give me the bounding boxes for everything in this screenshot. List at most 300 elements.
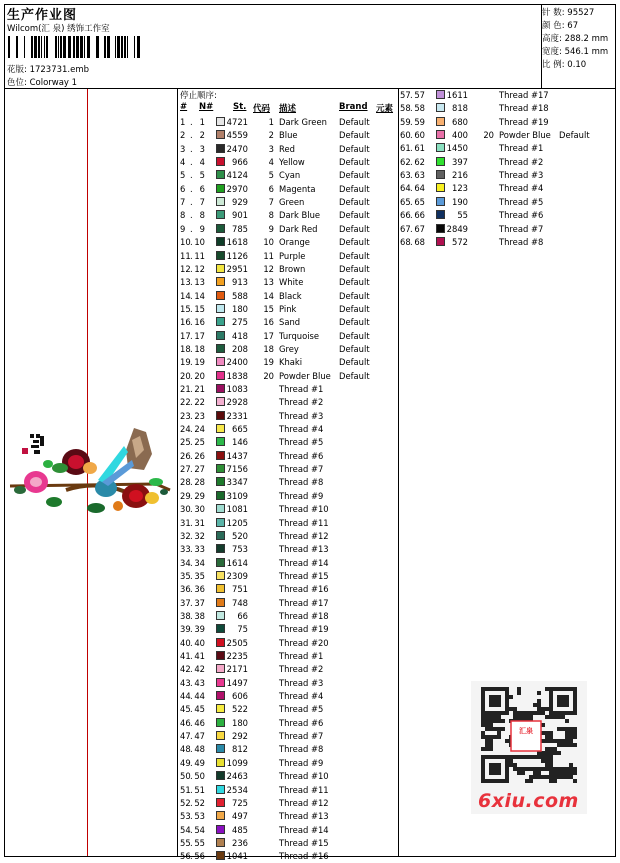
thread-row: 68 . 68 572 Thread #8 [400, 236, 544, 247]
row-description: Thread #14 [279, 824, 329, 835]
row-stitches: 748 [232, 597, 248, 608]
row-description: Turquoise [279, 330, 320, 341]
row-number: 4 [199, 157, 205, 168]
row-number: 58 [414, 103, 425, 114]
row-stitches: 180 [232, 717, 248, 728]
row-stitches: 208 [232, 343, 248, 354]
thread-row: 52 . 52 725 Thread #12 [180, 797, 329, 808]
row-code: 6 [268, 183, 274, 194]
row-index: 68 [400, 236, 411, 247]
row-stitches: 680 [452, 116, 468, 127]
row-description: Yellow [279, 157, 305, 168]
row-stitches: 1041 [226, 851, 248, 862]
row-index: 63 [400, 170, 411, 181]
thread-row: 33 . 33 753 Thread #13 [180, 544, 329, 555]
row-brand: Default [339, 343, 370, 354]
row-description: White [279, 277, 304, 288]
row-number: 16 [194, 317, 205, 328]
row-number: 51 [194, 784, 205, 795]
thread-row: 8 . 8 901 8 Dark Blue Default [180, 210, 370, 221]
row-stitches: 2928 [226, 397, 248, 408]
row-description: Thread #12 [279, 530, 329, 541]
thread-row: 14 . 14 588 14 Black Default [180, 290, 370, 301]
row-brand: Default [339, 223, 370, 234]
thread-row: 54 . 54 485 Thread #14 [180, 824, 329, 835]
row-stitches: 2849 [446, 223, 468, 234]
row-stitches: 725 [232, 797, 248, 808]
row-stitches: 2951 [226, 263, 248, 274]
row-description: Thread #6 [499, 210, 544, 221]
row-description: Thread #1 [279, 384, 324, 394]
row-index: 6 [180, 183, 186, 194]
thread-row: 53 . 53 497 Thread #13 [180, 811, 329, 822]
row-description: Thread #20 [279, 637, 329, 648]
thread-color-swatch [436, 130, 445, 139]
thread-color-swatch [216, 664, 225, 673]
thread-row: 12 . 12 2951 12 Brown Default [180, 263, 370, 274]
thread-row: 10 . 10 1618 10 Orange Default [180, 237, 370, 248]
row-number: 42 [194, 664, 205, 675]
row-description: Thread #14 [279, 557, 329, 568]
row-number: 48 [194, 744, 205, 755]
thread-color-swatch [216, 785, 225, 794]
thread-color-swatch [216, 130, 225, 139]
row-number: 33 [194, 544, 205, 555]
row-description: Thread #4 [279, 424, 324, 435]
row-description: Thread #11 [279, 517, 329, 528]
col-element: 元素 [376, 104, 394, 114]
row-stitches: 75 [237, 624, 248, 635]
thread-row: 20 . 20 1838 20 Powder Blue Default [180, 370, 370, 381]
row-brand: Default [339, 210, 370, 221]
row-code: 1 [268, 117, 274, 127]
thread-color-swatch [216, 397, 225, 406]
thread-row: 43 . 43 1497 Thread #3 [180, 677, 324, 688]
thread-row: 1 . 1 4721 1 Dark Green Default [180, 117, 370, 127]
row-number: 22 [194, 397, 205, 408]
thread-color-swatch [216, 531, 225, 540]
row-description: Green [279, 197, 305, 208]
thread-color-swatch [216, 731, 225, 740]
row-stitches: 2331 [226, 410, 248, 421]
row-index: 24 [180, 424, 191, 435]
column-divider [398, 88, 399, 857]
thread-row: 48 . 48 812 Thread #8 [180, 744, 324, 755]
row-brand: Default [339, 317, 370, 328]
thread-color-swatch [216, 411, 225, 420]
row-number: 7 [199, 197, 205, 208]
row-code: 19 [263, 357, 274, 368]
row-description: Thread #2 [499, 156, 544, 167]
row-stitches: 123 [452, 183, 468, 194]
thread-color-swatch [216, 624, 225, 633]
studio-name: Wilcom(汇 泉) 绣饰工作室 [7, 24, 110, 34]
row-code: 20 [263, 370, 274, 381]
thread-row: 49 . 49 1099 Thread #9 [180, 757, 324, 768]
row-number: 17 [194, 330, 205, 341]
thread-row: 39 . 39 75 Thread #19 [180, 624, 329, 635]
barcode-image [8, 36, 142, 58]
row-index: 54 [180, 824, 191, 835]
thread-color-swatch [216, 611, 225, 620]
row-number: 20 [194, 370, 205, 381]
row-description: Magenta [279, 183, 316, 194]
row-description: Pink [279, 303, 297, 314]
thread-row: 18 . 18 208 18 Grey Default [180, 343, 370, 354]
row-stitches: 665 [232, 424, 248, 435]
thread-row: 58 . 58 818 Thread #18 [400, 103, 549, 114]
row-stitches: 2505 [226, 637, 248, 648]
row-description: Thread #18 [499, 103, 549, 114]
row-number: 60 [414, 130, 425, 141]
thread-color-swatch [216, 224, 225, 233]
row-number: 8 [199, 210, 205, 221]
row-index: 19 [180, 357, 191, 368]
row-index: 33 [180, 544, 191, 555]
row-description: Purple [279, 250, 306, 261]
thread-color-swatch [216, 638, 225, 647]
row-description: Thread #4 [279, 691, 324, 702]
row-description: Thread #19 [499, 116, 549, 127]
row-index: 18 [180, 343, 191, 354]
thread-row: 36 . 36 751 Thread #16 [180, 584, 329, 595]
thread-color-swatch [436, 170, 445, 179]
row-description: Thread #9 [279, 757, 324, 768]
col-hash: # [180, 102, 188, 112]
thread-row: 46 . 46 180 Thread #6 [180, 717, 324, 728]
row-description: Thread #17 [499, 90, 549, 100]
thread-row: 67 . 67 2849 Thread #7 [400, 223, 544, 234]
thread-color-swatch [216, 384, 225, 393]
thread-color-swatch [216, 291, 225, 300]
row-code: 5 [268, 170, 274, 181]
row-index: 31 [180, 517, 191, 528]
row-index: 60 [400, 130, 411, 141]
row-brand: Default [339, 330, 370, 341]
thread-row: 22 . 22 2928 Thread #2 [180, 397, 324, 408]
thread-row: 11 . 11 1126 11 Purple Default [180, 250, 370, 261]
stop-sequence-title: 停止顺序: [180, 91, 217, 101]
embroidery-preview [6, 420, 174, 520]
row-number: 46 [194, 717, 205, 728]
row-index: 34 [180, 557, 191, 568]
row-description: Thread #11 [279, 784, 329, 795]
row-number: 21 [194, 384, 205, 394]
thread-color-swatch [436, 210, 445, 219]
row-brand: Default [339, 183, 370, 194]
row-stitches: 522 [232, 704, 248, 715]
row-description: Thread #5 [279, 437, 324, 448]
col-number: N# [199, 102, 214, 112]
thread-row: 21 . 21 1083 Thread #1 [180, 384, 324, 394]
row-number: 67 [414, 223, 425, 234]
row-description: Sand [279, 317, 301, 328]
row-brand: Default [339, 237, 370, 248]
row-stitches: 397 [452, 156, 468, 167]
row-number: 65 [414, 196, 425, 207]
thread-color-swatch [216, 344, 225, 353]
thread-color-swatch [436, 117, 445, 126]
row-brand: Default [339, 143, 370, 154]
thread-color-swatch [216, 558, 225, 567]
thread-color-swatch [216, 371, 225, 380]
row-description: Black [279, 290, 302, 301]
thread-row: 51 . 51 2534 Thread #11 [180, 784, 329, 795]
row-number: 3 [199, 143, 205, 154]
row-code: 4 [268, 157, 274, 168]
row-number: 44 [194, 691, 205, 702]
row-index: 44 [180, 691, 191, 702]
row-number: 52 [194, 797, 205, 808]
thread-color-swatch [436, 224, 445, 233]
row-number: 64 [414, 183, 425, 194]
row-number: 9 [199, 223, 205, 234]
thread-color-swatch [216, 584, 225, 593]
row-index: 38 [180, 610, 191, 621]
row-index: 4 [180, 157, 186, 168]
row-index: 16 [180, 317, 191, 328]
row-description: Thread #17 [279, 597, 329, 608]
row-stitches: 1450 [446, 143, 468, 154]
thread-row: 35 . 35 2309 Thread #15 [180, 570, 329, 581]
row-stitches: 146 [232, 437, 248, 448]
row-number: 18 [194, 343, 205, 354]
row-index: 23 [180, 410, 191, 421]
row-index: 28 [180, 477, 191, 488]
thread-color-swatch [216, 357, 225, 366]
thread-color-swatch [216, 704, 225, 713]
thread-row: 15 . 15 180 15 Pink Default [180, 303, 370, 314]
row-description: Thread #10 [279, 771, 329, 782]
row-index: 39 [180, 624, 191, 635]
row-code: 15 [263, 303, 274, 314]
site-watermark: 6xiu.com [478, 790, 579, 812]
row-index: 53 [180, 811, 191, 822]
row-brand: Default [339, 117, 370, 127]
thread-color-swatch [436, 143, 445, 152]
row-description: Thread #7 [279, 464, 324, 475]
thread-row: 50 . 50 2463 Thread #10 [180, 771, 329, 782]
row-number: 54 [194, 824, 205, 835]
row-index: 7 [180, 197, 186, 208]
thread-row: 44 . 44 606 Thread #4 [180, 691, 324, 702]
row-brand: Default [339, 277, 370, 288]
row-index: 9 [180, 223, 186, 234]
thread-color-swatch [216, 798, 225, 807]
row-description: Thread #6 [279, 717, 324, 728]
thread-row: 34 . 34 1614 Thread #14 [180, 557, 329, 568]
row-number: 27 [194, 464, 205, 475]
thread-color-swatch [216, 598, 225, 607]
row-index: 5 [180, 170, 186, 181]
thread-color-swatch [216, 451, 225, 460]
row-code: 16 [263, 317, 274, 328]
row-index: 12 [180, 263, 191, 274]
row-stitches: 418 [232, 330, 248, 341]
thread-row: 17 . 17 418 17 Turquoise Default [180, 330, 370, 341]
row-stitches: 2463 [226, 771, 248, 782]
row-description: Thread #19 [279, 624, 329, 635]
thread-color-swatch [216, 437, 225, 446]
row-description: Dark Blue [279, 210, 321, 221]
stat-scale: 比 例: 0.10 [542, 60, 587, 70]
thread-color-swatch [216, 157, 225, 166]
row-stitches: 497 [232, 811, 248, 822]
row-index: 51 [180, 784, 191, 795]
thread-row: 61 . 61 1450 Thread #1 [400, 143, 544, 154]
thread-row: 23 . 23 2331 Thread #3 [180, 410, 324, 421]
row-index: 14 [180, 290, 191, 301]
row-index: 26 [180, 450, 191, 461]
row-description: Thread #3 [279, 410, 324, 421]
row-brand: Default [339, 370, 370, 381]
row-description: Blue [279, 130, 298, 141]
row-code: 7 [268, 197, 274, 208]
row-stitches: 901 [232, 210, 248, 221]
row-index: 57 [400, 90, 411, 100]
row-number: 5 [199, 170, 205, 181]
row-stitches: 4124 [226, 170, 248, 181]
row-index: 52 [180, 797, 191, 808]
thread-color-swatch [216, 251, 225, 260]
row-stitches: 1611 [446, 90, 468, 100]
row-number: 36 [194, 584, 205, 595]
row-number: 1 [199, 117, 205, 127]
thread-color-swatch [216, 678, 225, 687]
row-description: Thread #5 [279, 704, 324, 715]
thread-color-swatch [216, 277, 225, 286]
row-description: Thread #13 [279, 544, 329, 555]
thread-row: 62 . 62 397 Thread #2 [400, 156, 544, 167]
row-description: Thread #6 [279, 450, 324, 461]
thread-row: 24 . 24 665 Thread #4 [180, 424, 324, 435]
thread-color-swatch [216, 651, 225, 660]
thread-color-swatch [216, 464, 225, 473]
thread-color-swatch [436, 183, 445, 192]
row-stitches: 588 [232, 290, 248, 301]
row-brand: Default [559, 130, 590, 141]
thread-row: 28 . 28 3347 Thread #8 [180, 477, 324, 488]
row-stitches: 4559 [226, 130, 248, 141]
thread-color-swatch [216, 758, 225, 767]
row-description: Thread #10 [279, 504, 329, 515]
row-index: 8 [180, 210, 186, 221]
thread-row: 9 . 9 785 9 Dark Red Default [180, 223, 370, 234]
row-number: 32 [194, 530, 205, 541]
row-description: Thread #18 [279, 610, 329, 621]
row-stitches: 2235 [226, 651, 248, 661]
thread-row: 63 . 63 216 Thread #3 [400, 170, 544, 181]
row-index: 21 [180, 384, 191, 394]
row-brand: Default [339, 357, 370, 368]
thread-color-swatch [216, 477, 225, 486]
page-title: 生产作业图 [7, 8, 78, 23]
thread-row: 7 . 7 929 7 Green Default [180, 197, 370, 208]
row-index: 46 [180, 717, 191, 728]
row-index: 17 [180, 330, 191, 341]
row-number: 14 [194, 290, 205, 301]
row-index: 13 [180, 277, 191, 288]
row-description: Orange [279, 237, 310, 248]
row-description: Thread #15 [279, 837, 329, 848]
design-label: 花版: [7, 65, 27, 75]
row-index: 62 [400, 156, 411, 167]
row-stitches: 180 [232, 303, 248, 314]
row-stitches: 966 [232, 157, 248, 168]
row-number: 10 [194, 237, 205, 248]
row-index: 40 [180, 637, 191, 648]
row-stitches: 812 [232, 744, 248, 755]
thread-row: 3 . 3 2470 3 Red Default [180, 143, 370, 154]
thread-row: 38 . 38 66 Thread #18 [180, 610, 329, 621]
thread-row: 32 . 32 520 Thread #12 [180, 530, 329, 541]
row-index: 43 [180, 677, 191, 688]
thread-color-swatch [216, 518, 225, 527]
row-number: 45 [194, 704, 205, 715]
thread-color-swatch [216, 197, 225, 206]
row-description: Thread #2 [279, 397, 324, 408]
row-number: 49 [194, 757, 205, 768]
stat-stitches: 针 数: 95527 [542, 8, 595, 18]
row-number: 56 [194, 851, 205, 862]
thread-color-swatch [436, 157, 445, 166]
row-index: 49 [180, 757, 191, 768]
row-brand: Default [339, 157, 370, 168]
row-brand: Default [339, 250, 370, 261]
row-number: 40 [194, 637, 205, 648]
thread-row: 65 . 65 190 Thread #5 [400, 196, 544, 207]
row-index: 50 [180, 771, 191, 782]
row-code: 11 [263, 250, 274, 261]
row-index: 67 [400, 223, 411, 234]
row-number: 63 [414, 170, 425, 181]
row-description: Powder Blue [279, 370, 331, 381]
row-stitches: 1126 [226, 250, 248, 261]
preview-divider [177, 88, 178, 857]
stat-height: 高度: 288.2 mm [542, 34, 609, 44]
row-stitches: 485 [232, 824, 248, 835]
row-description: Thread #7 [279, 731, 324, 742]
row-index: 45 [180, 704, 191, 715]
row-brand: Default [339, 303, 370, 314]
colorway-value: Colorway 1 [29, 78, 78, 88]
row-code: 17 [263, 330, 274, 341]
row-number: 23 [194, 410, 205, 421]
row-stitches: 1614 [226, 557, 248, 568]
thread-color-swatch [216, 718, 225, 727]
thread-color-swatch [216, 170, 225, 179]
row-number: 12 [194, 263, 205, 274]
row-description: Thread #4 [499, 183, 544, 194]
thread-row: 6 . 6 2970 6 Magenta Default [180, 183, 370, 194]
row-stitches: 400 [452, 130, 468, 141]
row-number: 19 [194, 357, 205, 368]
row-stitches: 929 [232, 197, 248, 208]
thread-color-swatch [216, 144, 225, 153]
row-index: 32 [180, 530, 191, 541]
row-description: Thread #1 [499, 143, 544, 154]
thread-row: 45 . 45 522 Thread #5 [180, 704, 324, 715]
row-index: 56 [180, 851, 191, 862]
thread-color-swatch [216, 825, 225, 834]
thread-row: 2 . 2 4559 2 Blue Default [180, 130, 370, 141]
row-number: 41 [194, 651, 205, 661]
design-file-line [7, 63, 89, 75]
thread-row: 42 . 42 2171 Thread #2 [180, 664, 324, 675]
row-description: Thread #16 [279, 851, 329, 862]
thread-color-swatch [436, 237, 445, 246]
row-stitches: 753 [232, 544, 248, 555]
